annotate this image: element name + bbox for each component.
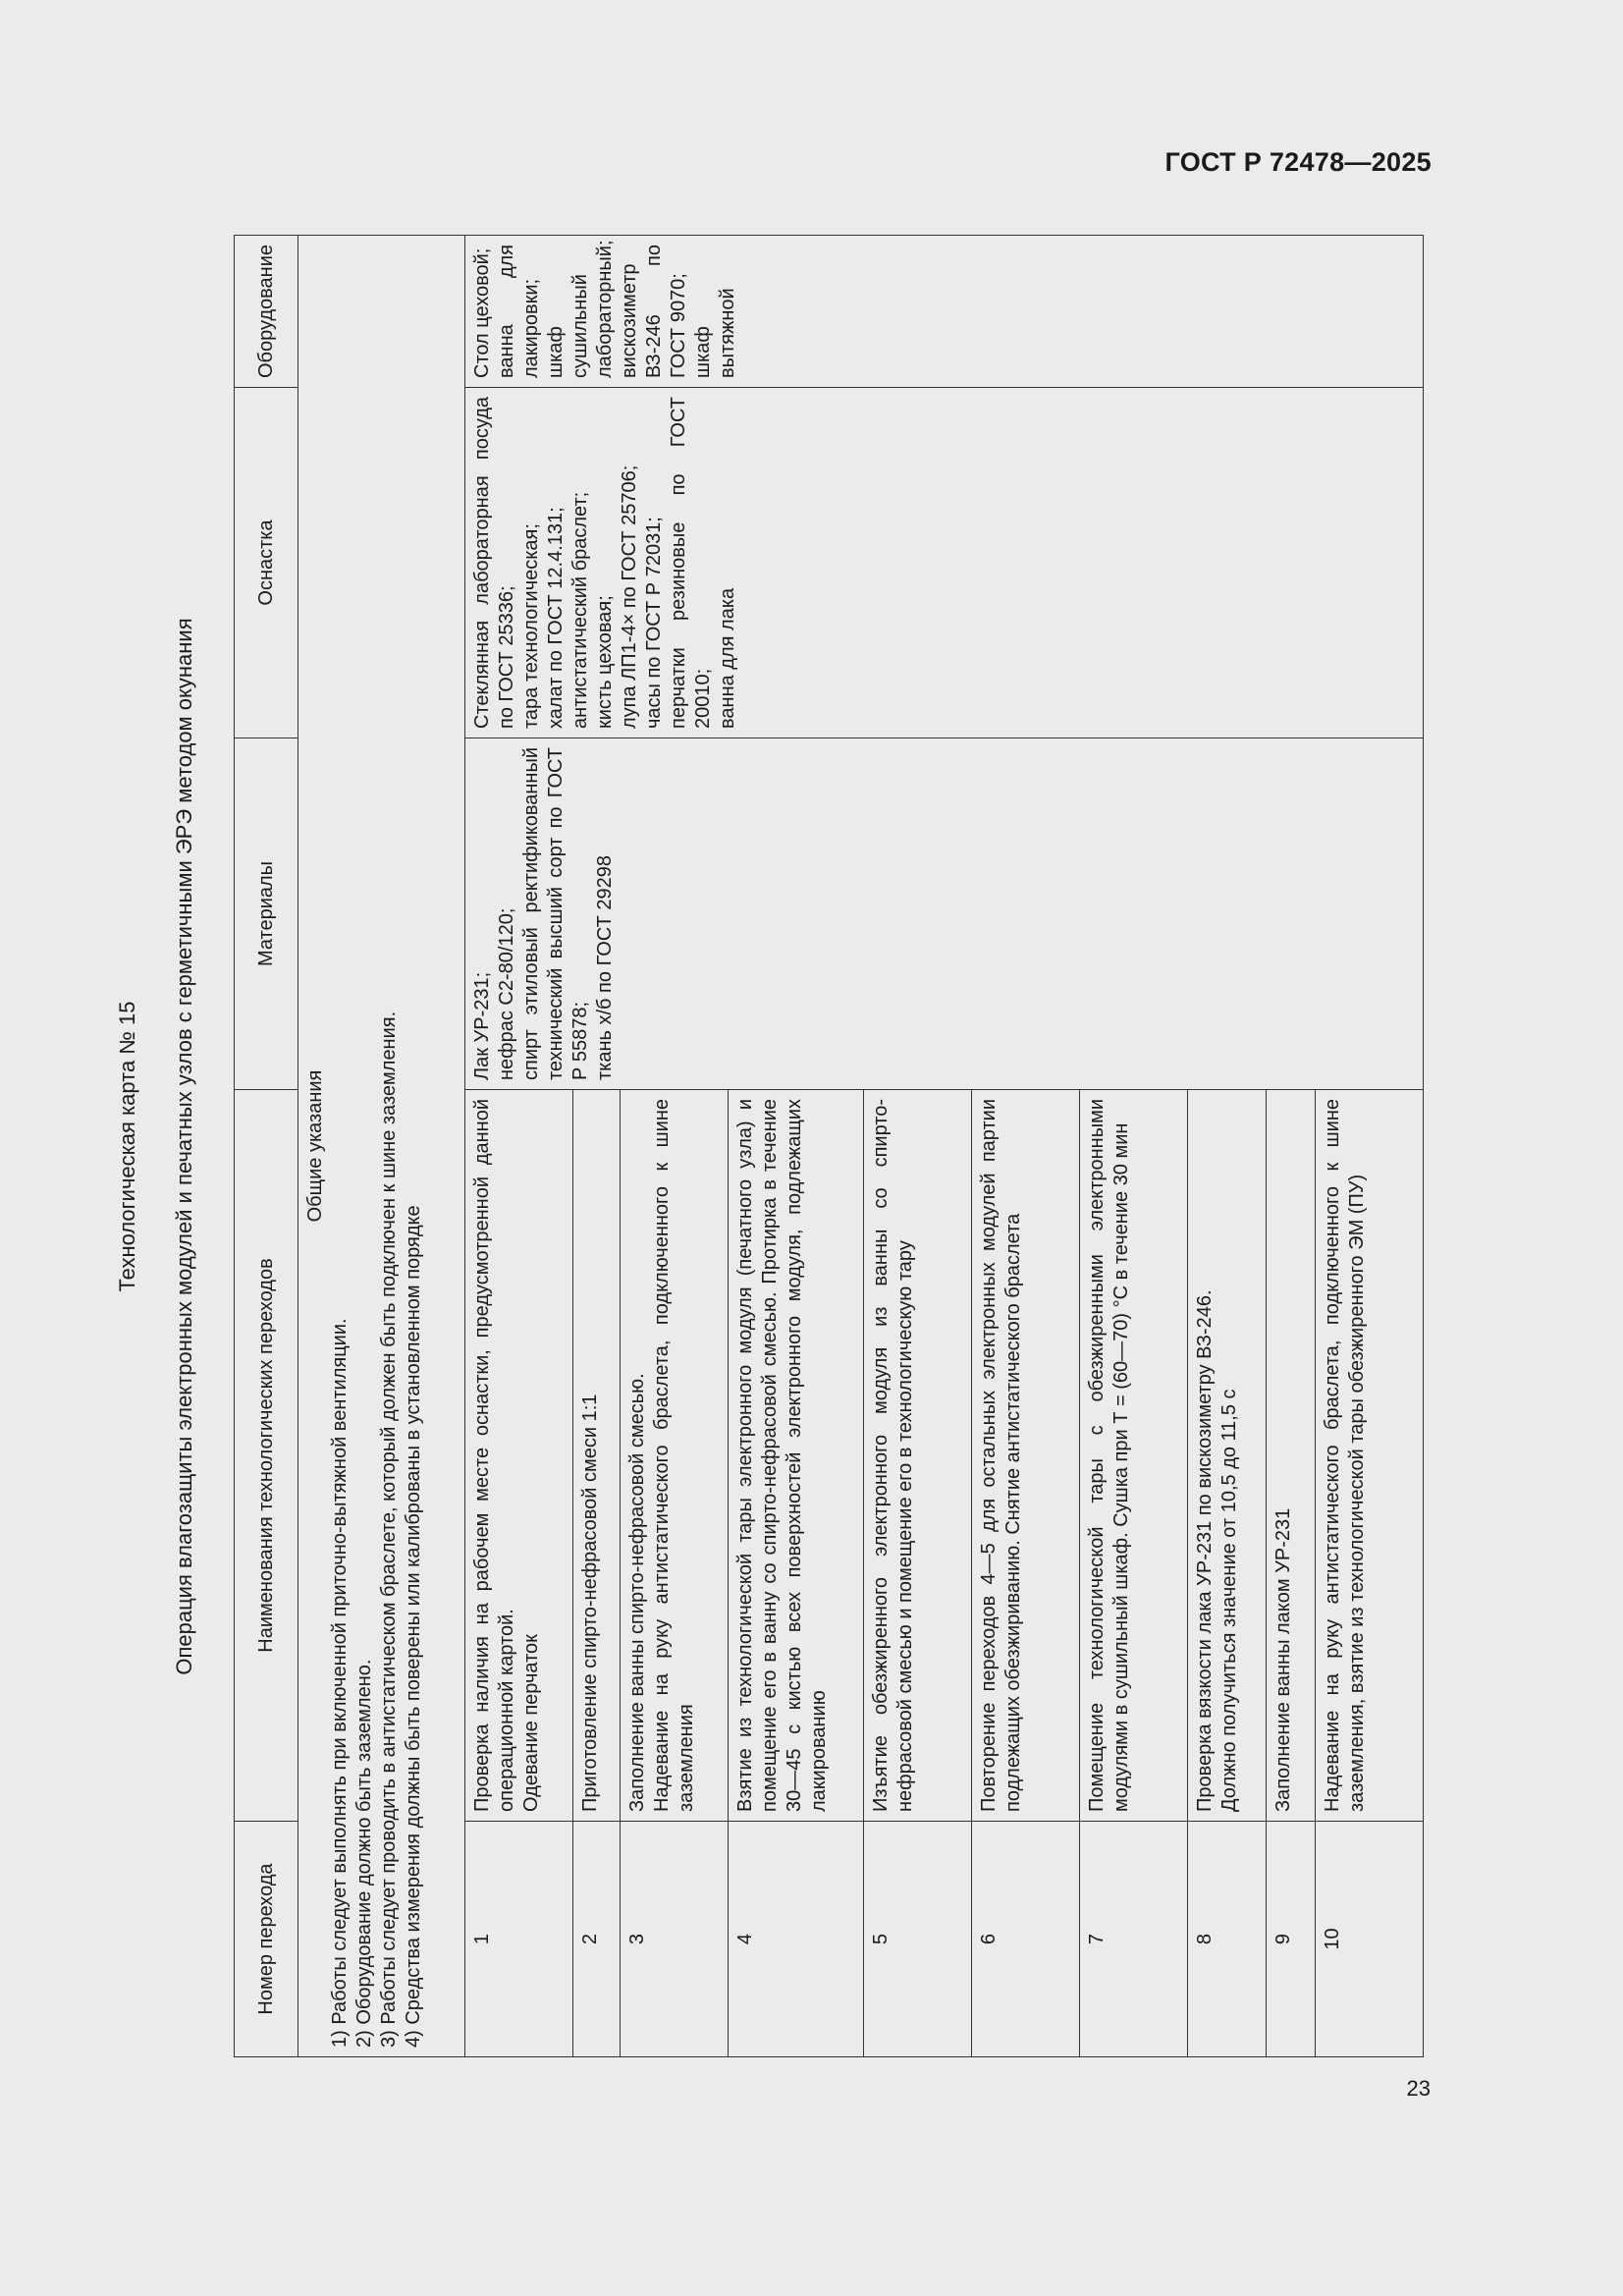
tooling-item: Стеклянная лабораторная посуда по ГОСТ 25336;	[471, 397, 517, 729]
general-title: Общие указания	[304, 1069, 326, 1223]
card-title: Технологическая карта № 15	[115, 1001, 139, 1292]
step-text: Взятие из технологической тары электронного модуля (печатного узла) и помещение его в ванну со спирто-нефрасовой смесью. Протирка в течение 30—45 с кистью всех поверхностей электронного модуля, подлежащих лакированию	[729, 1090, 864, 1822]
general-item: 4) Средства измерения должны быть поверены или калиброваны в установленном порядке	[403, 1205, 424, 2048]
table-header-row	[235, 236, 298, 2057]
col-header-step-number: Номер перехода	[235, 1822, 298, 2057]
step-text: Приготовление спирто-нефрасовой смеси 1:1	[573, 1090, 621, 1822]
col-header-step-name: Наименования технологических переходов	[235, 1090, 298, 1822]
step-number: 7	[1080, 1822, 1188, 2057]
step-text: Заполнение ванны лаком УР-231	[1267, 1090, 1316, 1822]
step-text: Повторение переходов 4—5 для остальных электронных модулей партии подлежащих обезжириванию. Снятие антистатического браслета	[972, 1090, 1080, 1822]
step-text: Проверка вязкости лака УР-231 по вискозиметру ВЗ-246. Должно получиться значение от 10,5 до 11,5 с	[1188, 1090, 1267, 1822]
general-item: 1) Работы следует выполнять при включенной приточно-вытяжной вентиляции.	[329, 1318, 351, 2048]
general-item: 2) Оборудование должно быть заземлено.	[353, 1659, 375, 2048]
step-text: Заполнение ванны спирто-нефрасовой смесью. Надевание на руку антистатического браслета, подключенного к шине заземления	[621, 1090, 729, 1822]
rotated-card	[110, 236, 1368, 2057]
tooling-item: халат по ГОСТ 12.4.131;	[545, 507, 567, 729]
col-header-equipment: Оборудование	[235, 236, 298, 388]
materials-cell	[465, 738, 1424, 1090]
general-row	[298, 236, 465, 2057]
step-number: 9	[1267, 1822, 1316, 2057]
tooling-item: часы по ГОСТ Р 72031;	[643, 517, 665, 729]
card-subtitle: Операция влагозащиты электронных модулей и печатных узлов с герметичными ЭРЭ методом окунания	[172, 618, 196, 1675]
equipment-item: ванна для лакировки;	[496, 245, 542, 378]
doc-code: ГОСТ Р 72478—2025	[1164, 147, 1432, 177]
step-number: 4	[729, 1822, 864, 2057]
table-row	[465, 236, 573, 2057]
general-instructions	[298, 236, 465, 2057]
step-text: Проверка наличия на рабочем месте оснастки, предусмотренной данной операционной картой. Одевание перчаток	[465, 1090, 573, 1822]
material-item: спирт этиловый ректификованный технический высший сорт по ГОСТ Р 55878;	[520, 747, 591, 1080]
tooling-item: тара технологическая;	[520, 523, 542, 729]
material-item: Лак УР-231;	[471, 971, 493, 1080]
tooling-item: лупа ЛП1-4× по ГОСТ 25706;	[619, 465, 640, 729]
equipment-cell	[465, 236, 1424, 388]
tech-card-table	[234, 235, 1424, 2057]
tooling-item: перчатки резиновые по ГОСТ 20010;	[668, 397, 714, 729]
general-item: 3) Работы следует проводить в антистатическом браслете, который должен быть подключен к шине заземления.	[378, 1011, 400, 2048]
step-text: Помещение технологической тары с обезжиренными электронными модулями в сушильный шкаф. Сушка при Т = (60—70) °С в течение 30 мин	[1080, 1090, 1188, 1822]
col-header-materials: Материалы	[235, 738, 298, 1090]
step-number: 10	[1316, 1822, 1424, 2057]
tooling-item: кисть цеховая;	[594, 595, 616, 729]
step-number: 5	[864, 1822, 972, 2057]
tooling-item: антистатический браслет;	[569, 491, 591, 729]
step-number: 6	[972, 1822, 1080, 2057]
step-text: Изъятие обезжиренного электронного модуля из ванны со спирто-нефрасовой смесью и помещение его в технологическую тару	[864, 1090, 972, 1822]
step-number: 2	[573, 1822, 621, 2057]
tooling-cell	[465, 388, 1424, 738]
equipment-item: вискозиметр ВЗ-246 по ГОСТ 9070;	[619, 245, 689, 378]
tooling-item: ванна для лака	[717, 587, 738, 729]
step-number: 3	[621, 1822, 729, 2057]
equipment-item: Стол цеховой;	[471, 247, 493, 378]
material-item: ткань х/б по ГОСТ 29298	[594, 854, 616, 1080]
page-number: 23	[1406, 2076, 1431, 2101]
material-item: нефрас С2-80/120;	[496, 907, 517, 1080]
step-number: 8	[1188, 1822, 1267, 2057]
equipment-item: шкаф вытяжной	[692, 288, 738, 378]
step-number: 1	[465, 1822, 573, 2057]
step-text: Надевание на руку антистатического браслета, подключенного к шине заземления, взятие из технологической тары обезжиренного ЭМ (ПУ)	[1316, 1090, 1424, 1822]
col-header-tooling: Оснастка	[235, 388, 298, 738]
equipment-item: шкаф сушильный лабораторный;	[545, 240, 616, 378]
